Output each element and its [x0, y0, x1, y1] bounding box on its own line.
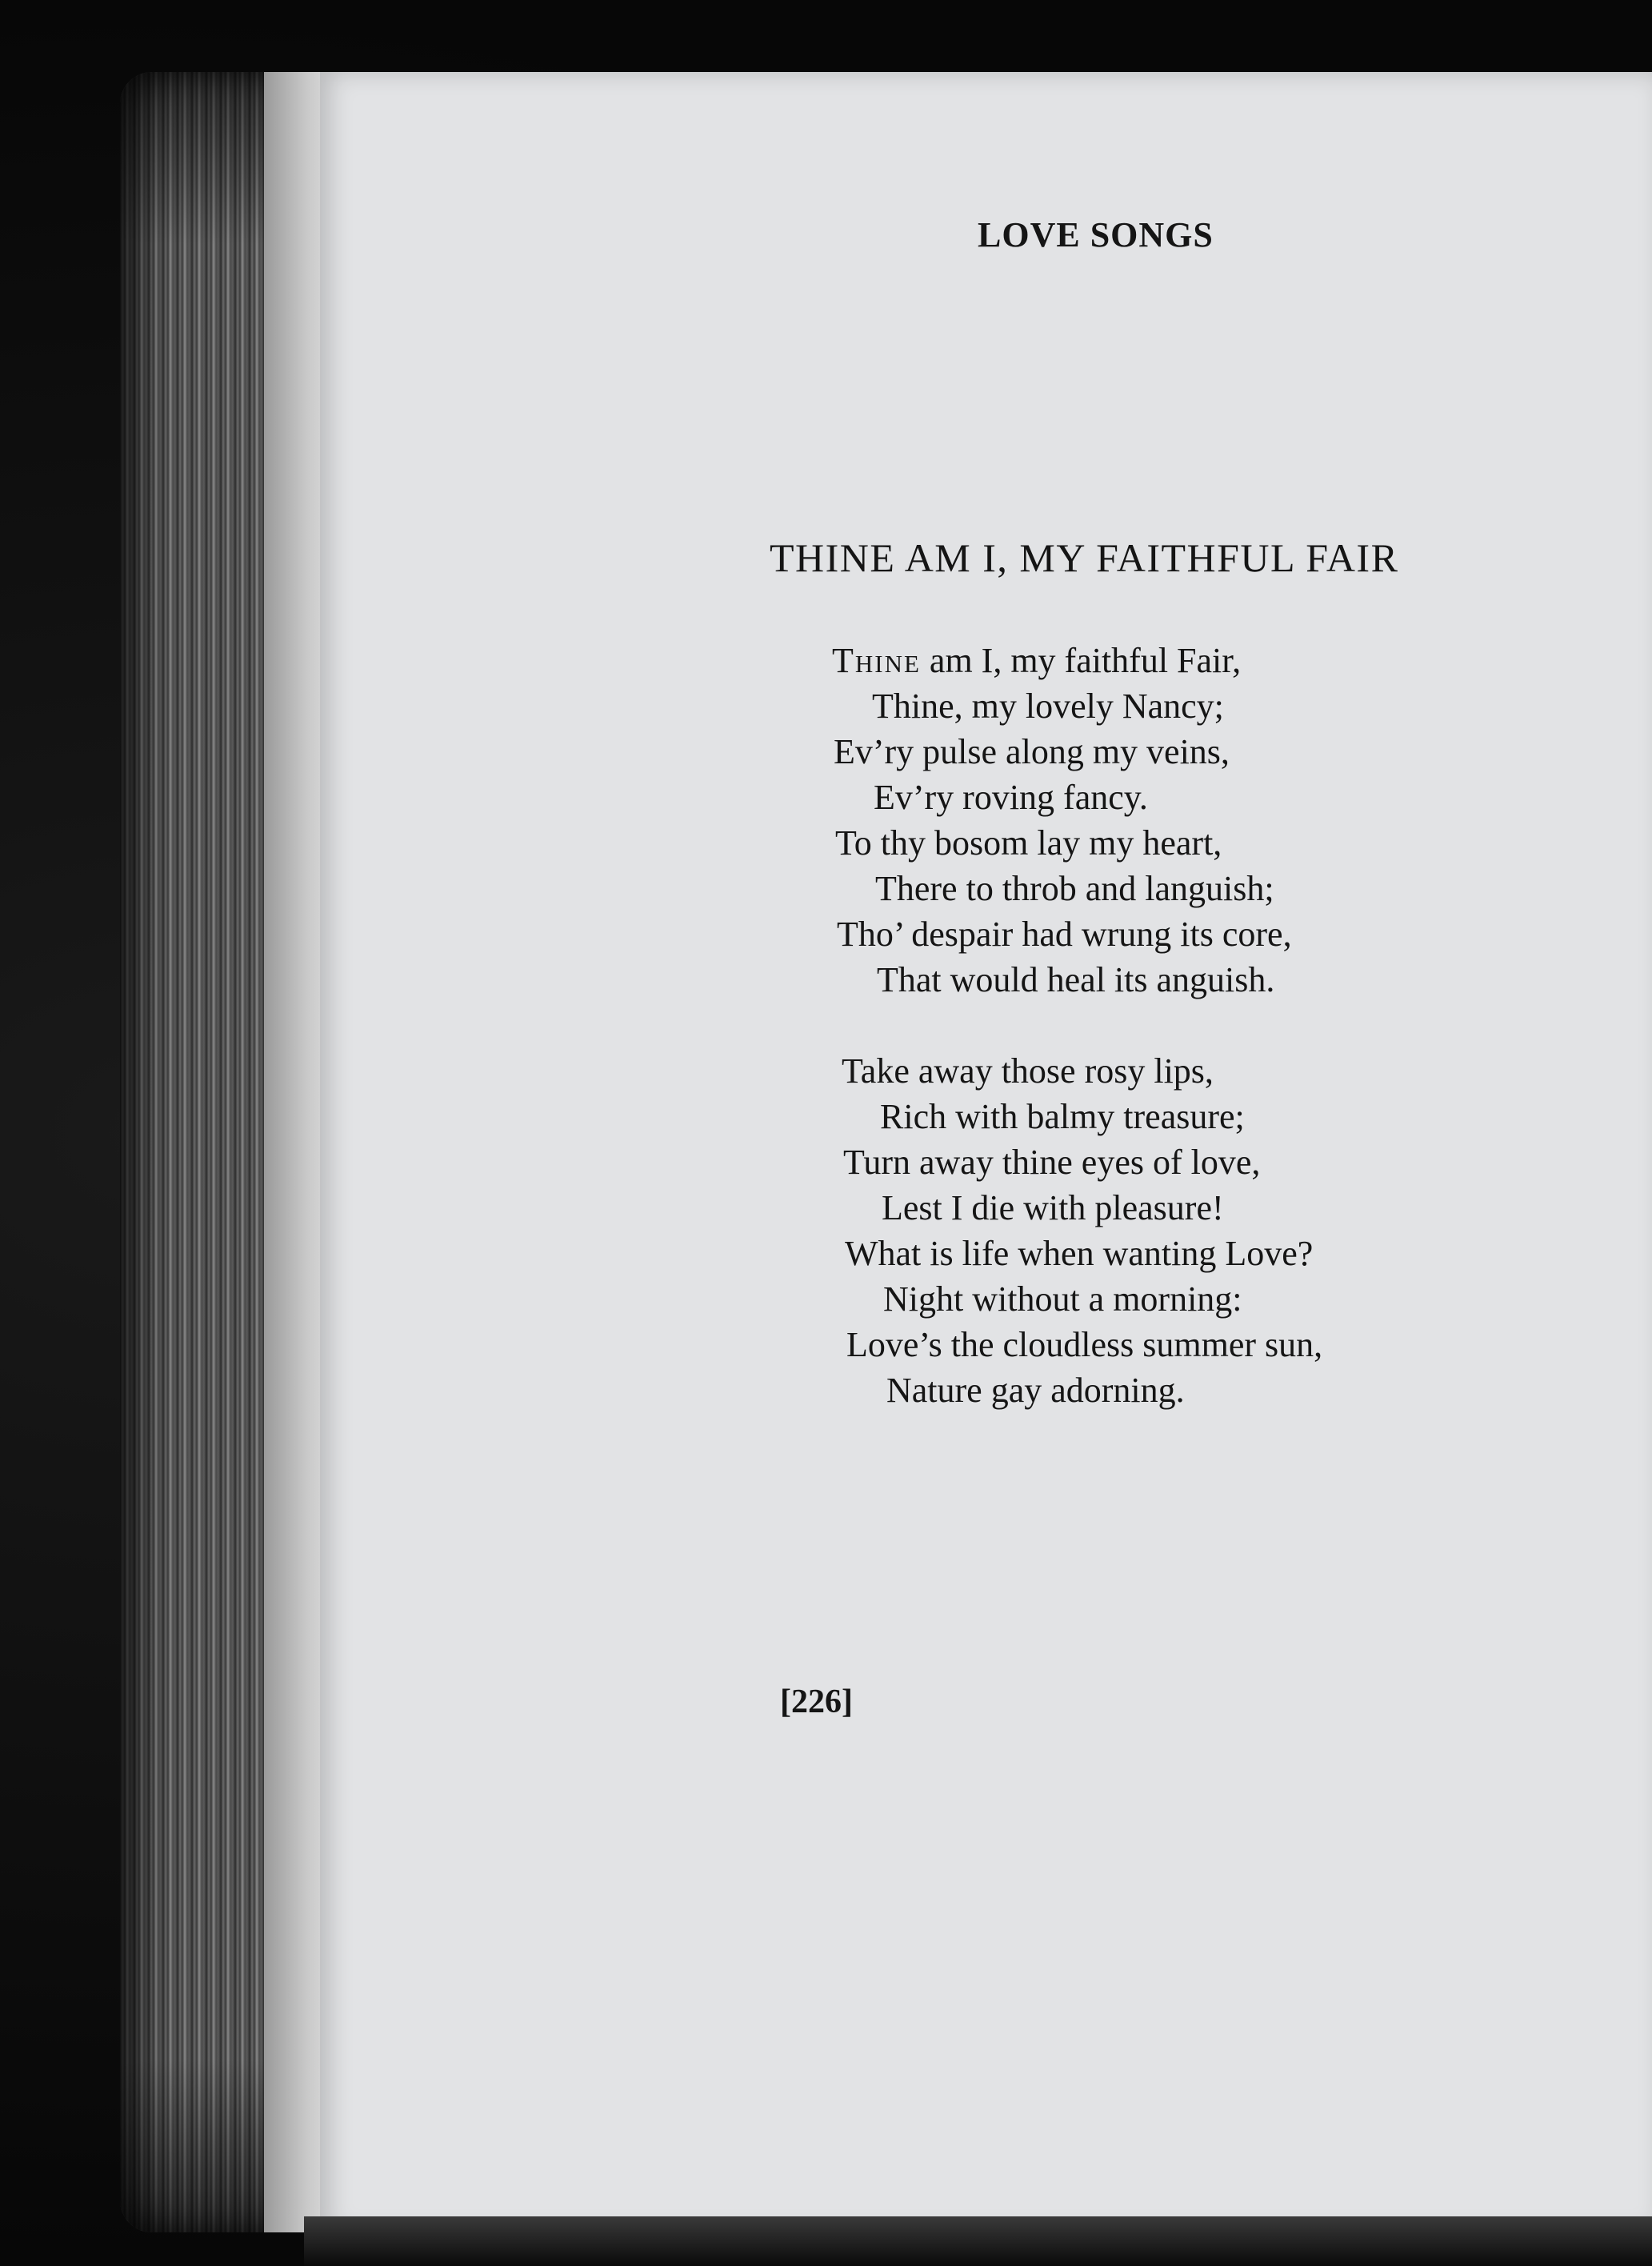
- poem-line: Ev’ry roving fancy.: [874, 778, 1148, 817]
- poem-line: Ev’ry pulse along my veins,: [834, 732, 1230, 771]
- poem-line: Tho’ despair had wrung its core,: [837, 915, 1292, 954]
- poem-line: Love’s the cloudless summer sun,: [846, 1325, 1323, 1364]
- poem-line: To thy bosom lay my heart,: [835, 823, 1222, 863]
- poem-line: Thine, my lovely Nancy;: [872, 687, 1224, 726]
- poem-line: Take away those rosy lips,: [842, 1051, 1214, 1091]
- poem-line: [832, 640, 1241, 681]
- poem-line: Nature gay adorning.: [886, 1371, 1185, 1410]
- page-number: [226]: [780, 1683, 853, 1720]
- poem-line: What is life when wanting Love?: [845, 1234, 1314, 1273]
- poem-line: That would heal its anguish.: [877, 960, 1275, 999]
- poem-line: Night without a morning:: [883, 1279, 1242, 1319]
- poem-line: Turn away thine eyes of love,: [843, 1143, 1261, 1182]
- poem-line: Rich with balmy treasure;: [880, 1097, 1245, 1136]
- poem-first-line-rest: am I, my faithful Fair,: [920, 641, 1242, 680]
- running-head: LOVE SONGS: [978, 215, 1214, 254]
- book-bottom-edge: [304, 2216, 1652, 2266]
- poem-first-word: Thine: [832, 641, 921, 680]
- poem-title: THINE AM I, MY FAITHFUL FAIR: [770, 535, 1399, 580]
- poem-line: Lest I die with pleasure!: [882, 1188, 1224, 1227]
- poem-line: There to throb and languish;: [875, 869, 1274, 908]
